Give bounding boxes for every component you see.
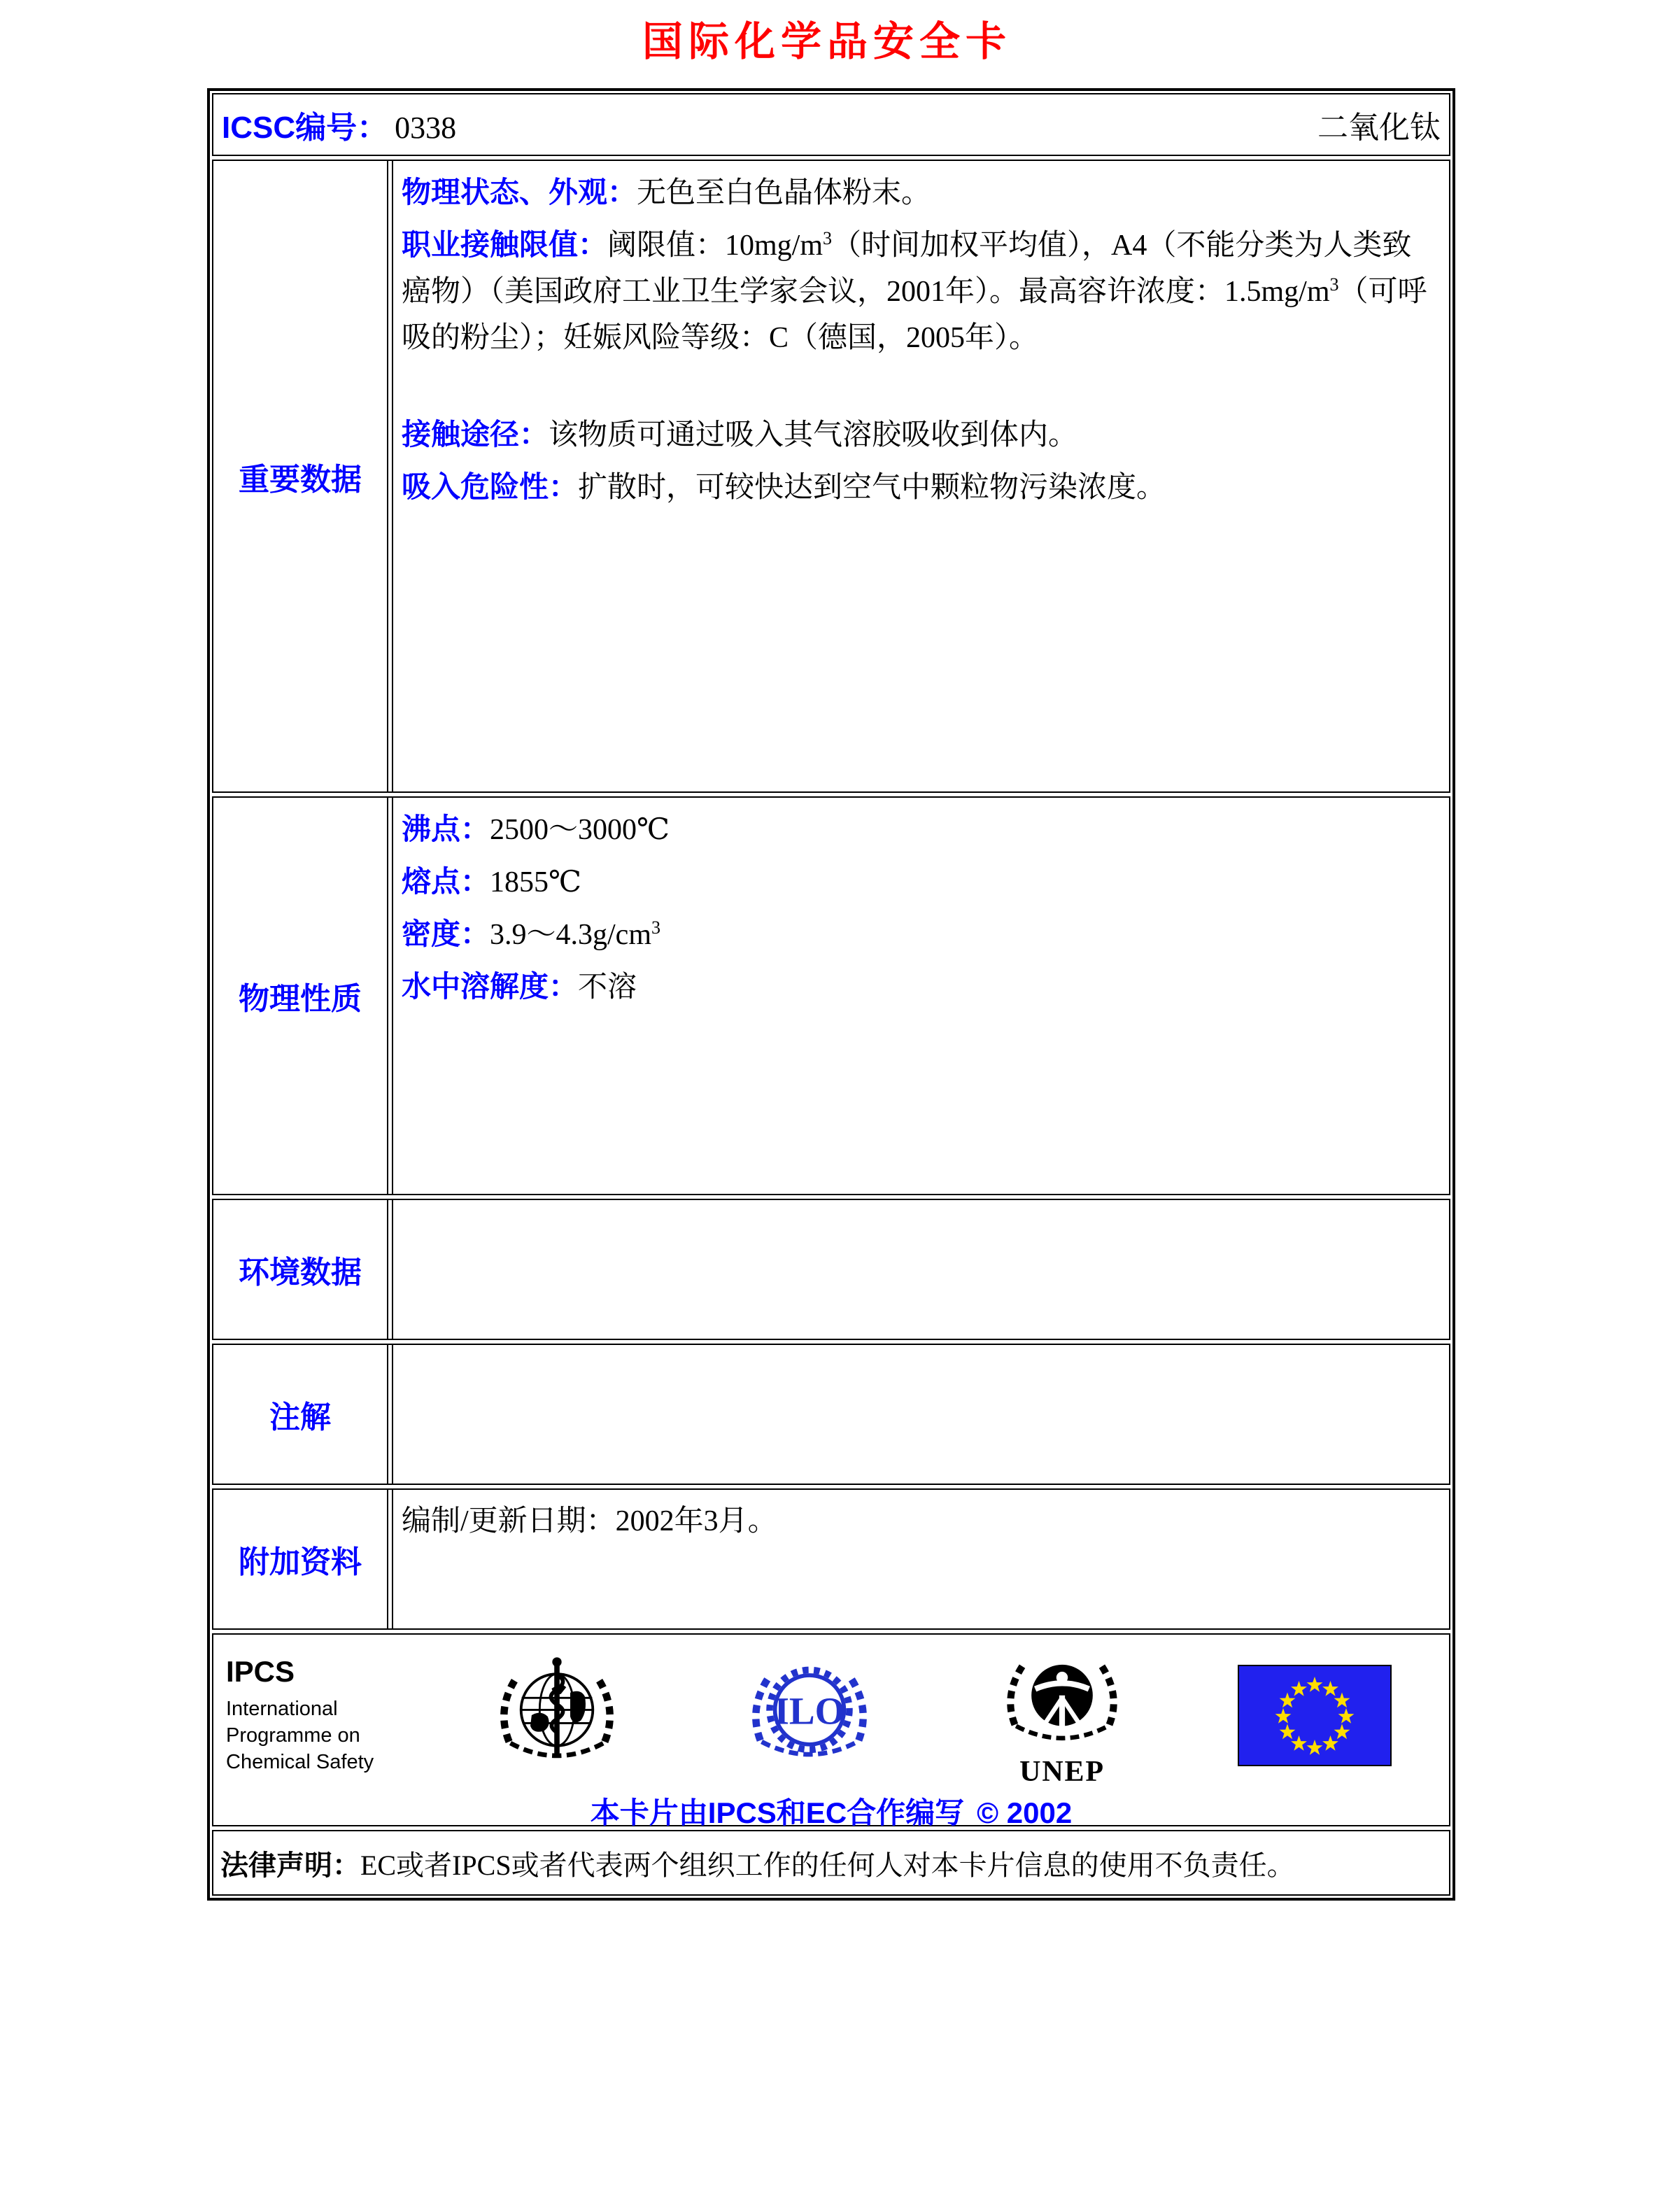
section-physical-properties (212, 796, 1450, 1195)
section-notes (212, 1344, 1450, 1485)
card-caption (222, 1790, 1441, 1832)
page-title: 国际化学品安全卡 (642, 19, 1012, 64)
ipcs-line-3: Chemical Safety (226, 1751, 374, 1773)
field-value: 该物质可通过吸入其气溶胶吸收到体内。 (549, 419, 1078, 451)
field-label: 密度： (402, 917, 490, 950)
chemical-name: 二氧化钛 (1317, 111, 1441, 145)
important-item-exposure-limits (402, 222, 1436, 361)
physical-item-boiling-point (402, 806, 1436, 853)
field-value: 2500～3000℃ (490, 814, 670, 846)
icsc-number-value: 0338 (395, 111, 457, 145)
card-header-row (212, 93, 1450, 156)
additional-information-content (392, 1490, 1449, 1628)
physical-item-melting-point (402, 859, 1436, 906)
icsc-number-group (222, 102, 456, 147)
legal-disclaimer-row (212, 1830, 1450, 1896)
section-label-additional-information: 附加资料 (213, 1490, 388, 1628)
field-label: 物理状态、外观： (402, 176, 637, 209)
section-label-notes: 注解 (213, 1345, 388, 1484)
ilo-letters: ILO (773, 1689, 845, 1733)
section-important-data (212, 160, 1450, 793)
who-logo-icon (490, 1649, 623, 1782)
field-label: 水中溶解度： (402, 970, 579, 1003)
ipcs-text-block (222, 1655, 430, 1775)
superscript: 3 (1329, 274, 1339, 295)
footer-logos-row (212, 1633, 1450, 1829)
physical-item-water-solubility (402, 964, 1436, 1010)
environmental-data-content (392, 1200, 1449, 1339)
section-label-physical-properties: 物理性质 (213, 798, 388, 1194)
section-label-important-data: 重要数据 (213, 161, 388, 791)
update-date-line (402, 1498, 1436, 1544)
physical-item-density (402, 911, 1436, 958)
caption-text: 本卡片由IPCS和EC合作编写 (590, 1796, 965, 1829)
eu-flag-icon (1238, 1665, 1392, 1766)
unep-logo-slot (935, 1642, 1188, 1789)
unep-label: UNEP (1019, 1756, 1105, 1789)
field-value: 不溶 (578, 971, 637, 1003)
important-item-physical-state (402, 169, 1436, 216)
field-value: 1855℃ (490, 866, 581, 899)
copyright-text: © 2002 (977, 1796, 1073, 1829)
field-label: 沸点： (402, 812, 490, 845)
eu-flag-slot (1188, 1665, 1441, 1766)
field-value: 扩散时，可较快达到空气中颗粒物污染浓度。 (578, 472, 1166, 504)
logos-line (222, 1644, 1441, 1789)
important-data-content (392, 161, 1449, 791)
ipcs-line-1: International (226, 1698, 338, 1720)
important-item-inhalation-risk (402, 464, 1436, 511)
who-logo-slot (430, 1649, 683, 1782)
section-additional-information (212, 1488, 1450, 1630)
section-label-environmental-data: 环境数据 (213, 1200, 388, 1339)
unep-logo-icon (992, 1642, 1132, 1789)
field-value: 无色至白色晶体粉末。 (637, 177, 931, 209)
field-value: 阈限值：10mg/m (607, 230, 824, 262)
icsc-number-label: ICSC编号： (222, 111, 388, 145)
field-value: （可呼吸的粉尘）；妊娠风险等级：C（德国，2005年）。 (402, 276, 1427, 354)
field-label: 接触途径： (402, 418, 549, 451)
section-environmental-data (212, 1199, 1450, 1340)
field-value: （时间加权平均值），A4（不能分类为人类致癌物）（美国政府工业卫生学家会议，2001年）。最高容许浓度：1.5mg/m (402, 230, 1412, 308)
legal-label: 法律声明： (220, 1850, 360, 1881)
ipcs-acronym: IPCS (226, 1655, 295, 1688)
superscript: 3 (823, 228, 833, 248)
field-label: 熔点： (402, 865, 490, 898)
ilo-logo-icon (743, 1649, 876, 1782)
icsc-card (207, 88, 1455, 1901)
important-item-exposure-routes (402, 411, 1436, 458)
legal-text: EC或者IPCS或者代表两个组织工作的任何人对本卡片信息的使用不负责任。 (360, 1849, 1295, 1881)
notes-content (392, 1345, 1449, 1484)
physical-properties-content (392, 798, 1449, 1194)
ilo-logo-slot (683, 1649, 935, 1782)
ipcs-line-2: Programme on (226, 1724, 360, 1747)
field-label: 职业接触限值： (402, 228, 608, 261)
field-label: 吸入危险性： (402, 470, 579, 503)
superscript: 3 (651, 917, 661, 938)
field-value: 3.9～4.3g/cm (490, 919, 651, 951)
field-value: 编制/更新日期：2002年3月。 (402, 1505, 777, 1537)
